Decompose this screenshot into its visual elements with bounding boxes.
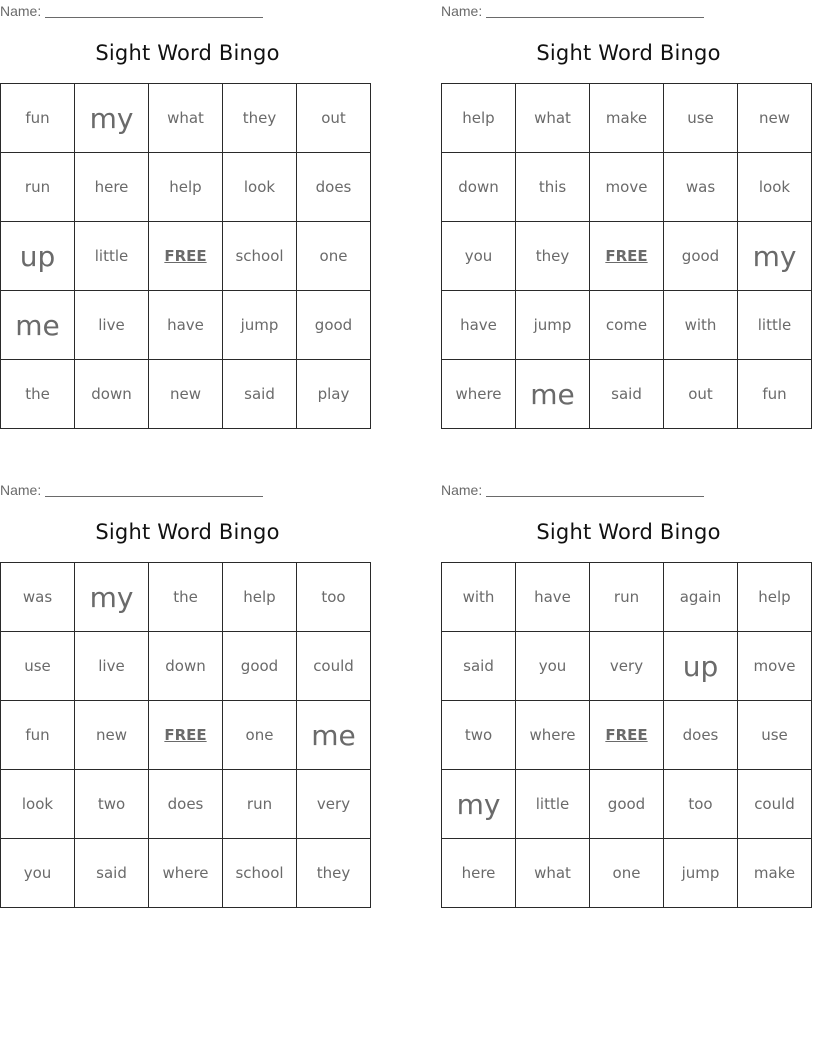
word-cell: does bbox=[297, 153, 371, 222]
word-cell: my bbox=[442, 770, 516, 839]
word-cell: help bbox=[738, 563, 812, 632]
grid-row bbox=[442, 291, 812, 360]
word-cell: make bbox=[590, 84, 664, 153]
bingo-grid bbox=[0, 562, 371, 908]
grid-row bbox=[442, 222, 812, 291]
grid-row bbox=[1, 84, 371, 153]
name-label: Name: bbox=[441, 482, 483, 498]
word-cell: school bbox=[223, 222, 297, 291]
grid-row bbox=[442, 153, 812, 222]
word-cell: could bbox=[738, 770, 812, 839]
word-cell: again bbox=[664, 563, 738, 632]
name-blank-line bbox=[486, 484, 704, 497]
word-cell: very bbox=[590, 632, 664, 701]
word-cell: one bbox=[297, 222, 371, 291]
word-cell: use bbox=[664, 84, 738, 153]
word-cell: down bbox=[149, 632, 223, 701]
free-space: FREE bbox=[149, 701, 223, 770]
name-label: Name: bbox=[441, 3, 483, 19]
name-line bbox=[0, 3, 263, 19]
word-cell: what bbox=[149, 84, 223, 153]
grid-row bbox=[1, 632, 371, 701]
name-blank-line bbox=[486, 5, 704, 18]
name-label: Name: bbox=[0, 3, 42, 19]
word-cell: said bbox=[442, 632, 516, 701]
word-cell: was bbox=[664, 153, 738, 222]
word-cell: my bbox=[738, 222, 812, 291]
word-cell: move bbox=[590, 153, 664, 222]
free-space: FREE bbox=[149, 222, 223, 291]
word-cell: with bbox=[442, 563, 516, 632]
name-blank-line bbox=[45, 484, 263, 497]
word-cell: they bbox=[516, 222, 590, 291]
word-cell: what bbox=[516, 84, 590, 153]
word-cell: where bbox=[516, 701, 590, 770]
word-cell: you bbox=[442, 222, 516, 291]
word-cell: me bbox=[297, 701, 371, 770]
word-cell: help bbox=[442, 84, 516, 153]
word-cell: down bbox=[75, 360, 149, 429]
bingo-grid bbox=[0, 83, 371, 429]
word-cell: my bbox=[75, 84, 149, 153]
word-cell: you bbox=[1, 839, 75, 908]
word-cell: up bbox=[1, 222, 75, 291]
word-cell: they bbox=[297, 839, 371, 908]
grid-row bbox=[442, 84, 812, 153]
word-cell: could bbox=[297, 632, 371, 701]
word-cell: me bbox=[516, 360, 590, 429]
word-cell: out bbox=[297, 84, 371, 153]
word-cell: come bbox=[590, 291, 664, 360]
word-cell: good bbox=[297, 291, 371, 360]
word-cell: look bbox=[738, 153, 812, 222]
name-line bbox=[441, 3, 704, 19]
word-cell: said bbox=[75, 839, 149, 908]
name-label: Name: bbox=[0, 482, 42, 498]
word-cell: one bbox=[223, 701, 297, 770]
word-cell: me bbox=[1, 291, 75, 360]
grid-row bbox=[1, 701, 371, 770]
word-cell: run bbox=[590, 563, 664, 632]
word-cell: new bbox=[149, 360, 223, 429]
word-cell: one bbox=[590, 839, 664, 908]
name-line bbox=[0, 482, 263, 498]
word-cell: jump bbox=[516, 291, 590, 360]
word-cell: run bbox=[223, 770, 297, 839]
word-cell: said bbox=[590, 360, 664, 429]
word-cell: new bbox=[75, 701, 149, 770]
word-cell: fun bbox=[1, 84, 75, 153]
word-cell: good bbox=[223, 632, 297, 701]
grid-row bbox=[1, 770, 371, 839]
bingo-grid bbox=[441, 562, 812, 908]
word-cell: live bbox=[75, 291, 149, 360]
word-cell: jump bbox=[223, 291, 297, 360]
grid-row bbox=[442, 701, 812, 770]
word-cell: help bbox=[149, 153, 223, 222]
word-cell: fun bbox=[1, 701, 75, 770]
card-title: Sight Word Bingo bbox=[536, 520, 721, 544]
word-cell: said bbox=[223, 360, 297, 429]
word-cell: live bbox=[75, 632, 149, 701]
word-cell: fun bbox=[738, 360, 812, 429]
word-cell: jump bbox=[664, 839, 738, 908]
grid-row bbox=[1, 360, 371, 429]
grid-row bbox=[1, 563, 371, 632]
word-cell: up bbox=[664, 632, 738, 701]
word-cell: move bbox=[738, 632, 812, 701]
grid-row bbox=[442, 360, 812, 429]
grid-row bbox=[1, 291, 371, 360]
grid-row bbox=[1, 222, 371, 291]
word-cell: school bbox=[223, 839, 297, 908]
grid-row bbox=[442, 632, 812, 701]
word-cell: help bbox=[223, 563, 297, 632]
word-cell: very bbox=[297, 770, 371, 839]
word-cell: little bbox=[738, 291, 812, 360]
card-title: Sight Word Bingo bbox=[95, 41, 280, 65]
word-cell: little bbox=[516, 770, 590, 839]
word-cell: too bbox=[297, 563, 371, 632]
word-cell: here bbox=[75, 153, 149, 222]
word-cell: use bbox=[738, 701, 812, 770]
word-cell: with bbox=[664, 291, 738, 360]
name-line bbox=[441, 482, 704, 498]
word-cell: play bbox=[297, 360, 371, 429]
word-cell: have bbox=[442, 291, 516, 360]
word-cell: little bbox=[75, 222, 149, 291]
grid-row bbox=[442, 563, 812, 632]
word-cell: my bbox=[75, 563, 149, 632]
word-cell: they bbox=[223, 84, 297, 153]
word-cell: here bbox=[442, 839, 516, 908]
word-cell: does bbox=[149, 770, 223, 839]
free-space: FREE bbox=[590, 222, 664, 291]
word-cell: good bbox=[590, 770, 664, 839]
word-cell: the bbox=[1, 360, 75, 429]
word-cell: make bbox=[738, 839, 812, 908]
word-cell: two bbox=[442, 701, 516, 770]
word-cell: what bbox=[516, 839, 590, 908]
word-cell: too bbox=[664, 770, 738, 839]
word-cell: this bbox=[516, 153, 590, 222]
word-cell: run bbox=[1, 153, 75, 222]
word-cell: does bbox=[664, 701, 738, 770]
word-cell: good bbox=[664, 222, 738, 291]
word-cell: where bbox=[442, 360, 516, 429]
word-cell: down bbox=[442, 153, 516, 222]
word-cell: use bbox=[1, 632, 75, 701]
word-cell: out bbox=[664, 360, 738, 429]
grid-row bbox=[442, 839, 812, 908]
word-cell: the bbox=[149, 563, 223, 632]
card-title: Sight Word Bingo bbox=[95, 520, 280, 544]
word-cell: you bbox=[516, 632, 590, 701]
word-cell: look bbox=[1, 770, 75, 839]
bingo-grid bbox=[441, 83, 812, 429]
name-blank-line bbox=[45, 5, 263, 18]
word-cell: look bbox=[223, 153, 297, 222]
word-cell: where bbox=[149, 839, 223, 908]
grid-row bbox=[442, 770, 812, 839]
word-cell: two bbox=[75, 770, 149, 839]
grid-row bbox=[1, 839, 371, 908]
word-cell: have bbox=[516, 563, 590, 632]
free-space: FREE bbox=[590, 701, 664, 770]
word-cell: new bbox=[738, 84, 812, 153]
word-cell: have bbox=[149, 291, 223, 360]
word-cell: was bbox=[1, 563, 75, 632]
card-title: Sight Word Bingo bbox=[536, 41, 721, 65]
grid-row bbox=[1, 153, 371, 222]
